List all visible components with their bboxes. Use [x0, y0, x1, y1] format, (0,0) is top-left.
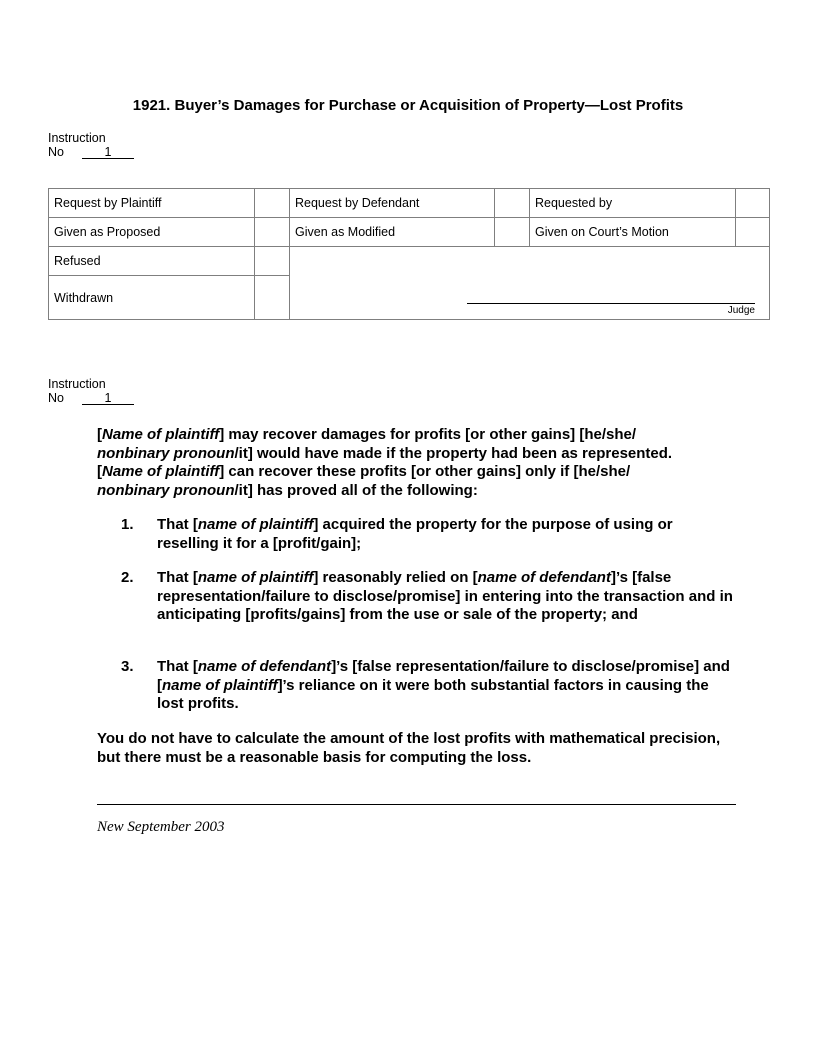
given-court-label: Given on Court’s Motion	[530, 218, 736, 247]
list-item: 2. That [name of plaintiff] reasonably relied on [name of defendant]’s [false representation/failure to disclose/promise] in entering into the transaction and in anticipating [profits/gains] from the use or sale of the property; and	[121, 569, 733, 623]
instruction-number: 1	[82, 392, 134, 405]
footer-note: New September 2003	[97, 819, 225, 835]
given-proposed-box[interactable]	[255, 218, 290, 247]
instruction-text: Instruction	[48, 131, 106, 145]
withdrawn-box[interactable]	[255, 276, 290, 320]
given-court-box[interactable]	[736, 218, 770, 247]
intro-paragraph: [Name of plaintiff] may recover damages for profits [or other gains] [he/she/ nonbinary pronoun/it] would have made if the property had been as represented. [Name of plaintiff] can recover these profits [or other gains] only if [he/she/ nonbinary pronoun/it] has proved all of the following:	[97, 426, 673, 499]
judge-label: Judge	[727, 305, 755, 316]
withdrawn-label: Withdrawn	[49, 276, 255, 320]
instruction-text: Instruction	[48, 377, 106, 391]
request-defendant-label: Request by Defendant	[290, 189, 495, 218]
request-plaintiff-label: Request by Plaintiff	[49, 189, 255, 218]
refused-box[interactable]	[255, 247, 290, 276]
request-table	[48, 188, 770, 320]
list-item: 3. That [name of defendant]’s [false representation/failure to disclose/promise] and [name of plaintiff]’s reliance on it were both substantial factors in causing the lost profits.	[121, 658, 730, 712]
request-plaintiff-box[interactable]	[255, 189, 290, 218]
instruction-label-bottom	[48, 377, 134, 405]
page-title: 1921. Buyer’s Damages for Purchase or Acquisition of Property—Lost Profits	[132, 97, 684, 114]
given-proposed-label: Given as Proposed	[49, 218, 255, 247]
requested-by-label: Requested by	[530, 189, 736, 218]
instruction-no-label: No	[48, 145, 64, 159]
instruction-label-top	[48, 131, 134, 159]
refused-label: Refused	[49, 247, 255, 276]
list-item: 1. That [name of plaintiff] acquired the property for the purpose of using or reselling it for a [profit/gain];	[121, 516, 673, 552]
footer-divider	[97, 804, 736, 805]
instruction-no-label: No	[48, 391, 64, 405]
request-defendant-box[interactable]	[495, 189, 530, 218]
given-modified-label: Given as Modified	[290, 218, 495, 247]
closing-paragraph: You do not have to calculate the amount of the lost profits with mathematical precision, but there must be a reasonable basis for computing the loss.	[97, 730, 721, 766]
judge-signature-line	[467, 303, 755, 304]
instruction-number: 1	[82, 146, 134, 159]
judge-signature-area	[290, 247, 770, 320]
requested-by-box[interactable]	[736, 189, 770, 218]
given-modified-box[interactable]	[495, 218, 530, 247]
